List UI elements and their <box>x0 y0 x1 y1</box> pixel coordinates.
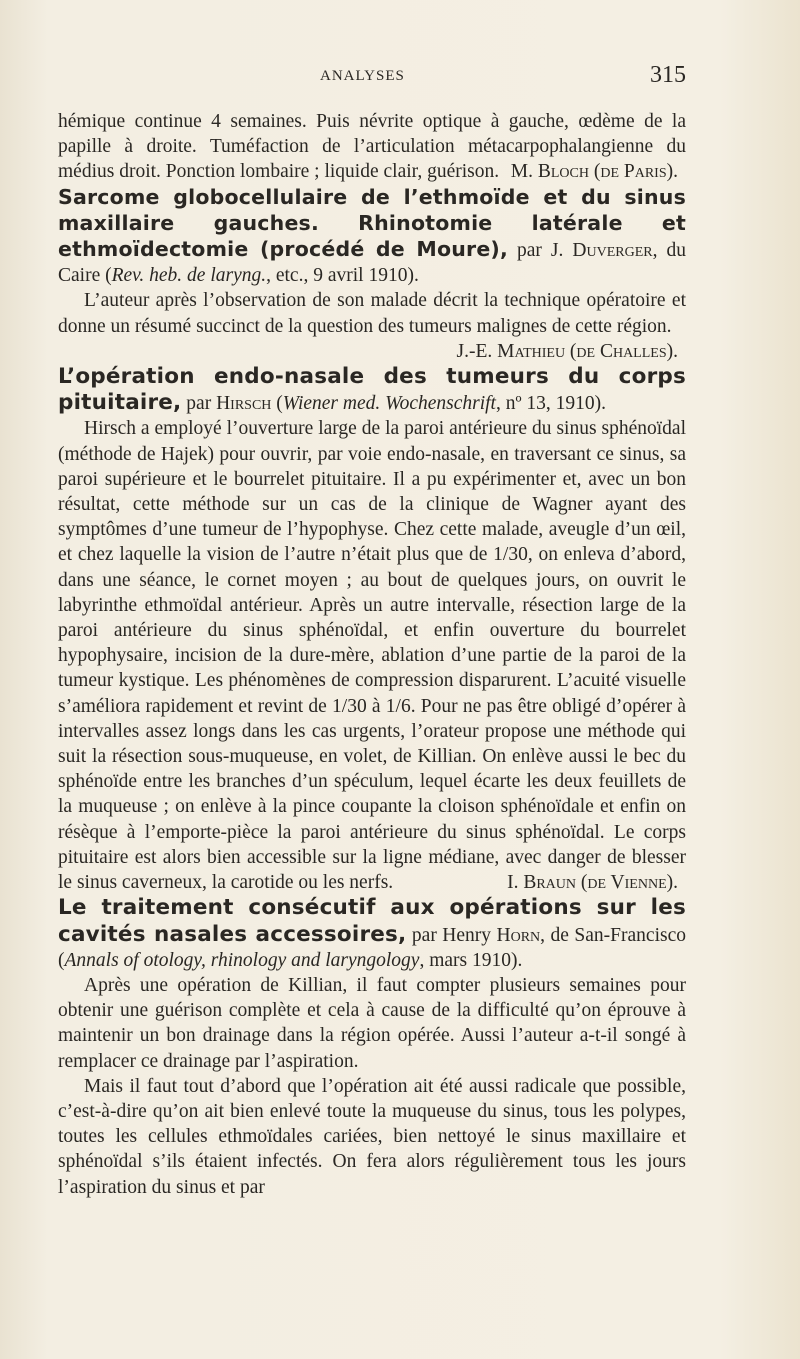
article-hirsch <box>58 364 686 416</box>
citation-date: , mars 1910). <box>419 949 523 971</box>
author-affiliation: , du Caire ( <box>58 240 686 287</box>
page-header <box>58 62 686 92</box>
article-title: Le traitement consécutif aux opérations sur les cavités nasales accessoires, <box>58 895 686 947</box>
previous-article-signature: M. Bloch (de Paris). <box>510 161 678 183</box>
article-title: Sarcome globocellulaire de l’ethmoïde et du sinus maxillaire gauches. Rhinotomie latérale et ethmoïdectomie (procédé de Moure), <box>58 184 686 262</box>
page-number: 315 <box>650 62 686 88</box>
author-affiliation: , de San-Francisco ( <box>58 924 686 971</box>
author-name: Duverger <box>572 240 653 262</box>
article-title: L’opération endo-nasale des tumeurs du corps pituitaire, <box>58 364 686 416</box>
author-name: Horn <box>496 924 541 946</box>
article-body: Mais il faut tout d’abord que l’opération ait été aussi radicale que possible, c’est-à-dire qu’on ait bien enlevé toute la muqueuse du sinus, tous les polypes, toutes les cellules ethmoïdales cariées, bien nettoyé le sinus maxillaire et sphénoïdal s’ils étaient infectés. On fera alors régulièrement tous les jours l’aspiration du sinus et par <box>58 1075 686 1198</box>
article-body-text: L’auteur après l’observation de son malade décrit la technique opératoire et donne un résumé succinct de la question des tumeurs malignes de cette région. <box>58 290 686 337</box>
citation-open: ( <box>271 393 283 415</box>
author-name: Hirsch <box>216 393 272 415</box>
running-title: ANALYSES <box>320 68 405 84</box>
byline: par Henry <box>406 924 497 946</box>
previous-article-continuation <box>58 109 686 185</box>
journal-name: Annals of otology, rhinology and laryngology <box>64 949 420 971</box>
journal-name: Rev. heb. de laryng. <box>111 265 267 287</box>
article-signature: J.-E. Mathieu (de Challes). <box>456 340 678 362</box>
article-body <box>58 416 686 895</box>
citation-date: , nº 13, 1910). <box>495 393 607 415</box>
byline: par <box>181 393 217 415</box>
article-body-text: Hirsch a employé l’ouverture large de la paroi antérieure du sinus sphénoïdal (méthode de Hajek) pour ouvrir, par voie endo-nasale, en traversant ce sinus, sa paroi supérieure et le bourrelet pituitaire. Il a pu expérimenter et, avec un bon résultat, cette méthode sur un cas de la clinique de Wagner ayant des symptômes d’une tumeur de l’hypophyse. Chez cette malade, aveugle d’un œil, et chez laquelle la vision de l’autre n’était plus que de 1/30, on enleva d’abord, dans une séance, le cornet moyen ; au bout de quelques jours, on ouvrit le labyrinthe ethmoïdal antérieur. Après un autre intervalle, résection large de la paroi antérieure du sinus sphénoïdal, et enfin ouverture du bourrelet hypophysaire, incision de la dure-mère, ablation d’une partie de la paroi de la tumeur kystique. Les phénomènes de compression disparurent. L’acuité visuelle s’améliora rapidement et revint de 1/30 à 1/6. Pour ne pas être obligé d’opérer à intervalles assez longs dans les cas urgents, l’orateur propose une méthode qui suit la résection sous-muqueuse, en volet, de Killian. On enlève aussi le bec du sphénoïde entre les branches d’un spéculum, lequel écarte les deux feuillets de la muqueuse ; on enlève à la pince coupante la cloison sphénoïdale et enfin on résèque à l’emporte-pièce la paroi antérieure du sinus sphénoïdal. Le corps pituitaire est alors bien accessible sur la ligne médiane, avec danger de blesser le sinus caverneux, la carotide ou les nerfs. <box>58 418 686 894</box>
citation-date: , etc., 9 avril 1910). <box>266 265 419 287</box>
page-body <box>58 109 686 1200</box>
article-body: Après une opération de Killian, il faut compter plusieurs semaines pour obtenir une guérison complète et cela à cause de la difficulté qu’on éprouve à maintenir un bon drainage dans la région opérée. Aussi l’auteur a-t-il songé à remplacer ce drainage par l’aspiration. <box>58 974 686 1072</box>
article-duverger <box>58 185 686 289</box>
previous-article-text: hémique continue 4 semaines. Puis névrite optique à gauche, œdème de la papille à droite. Tuméfaction de l’articulation métacarpophalangienne du médius droit. Ponction lombaire ; liquide clair, guérison. <box>58 111 686 183</box>
article-signature: I. Braun (de Vienne). <box>507 872 678 894</box>
journal-name: Wiener med. Wochenschrift <box>282 393 496 415</box>
byline: par J. <box>508 240 573 262</box>
article-body <box>58 288 686 364</box>
article-horn <box>58 895 686 973</box>
